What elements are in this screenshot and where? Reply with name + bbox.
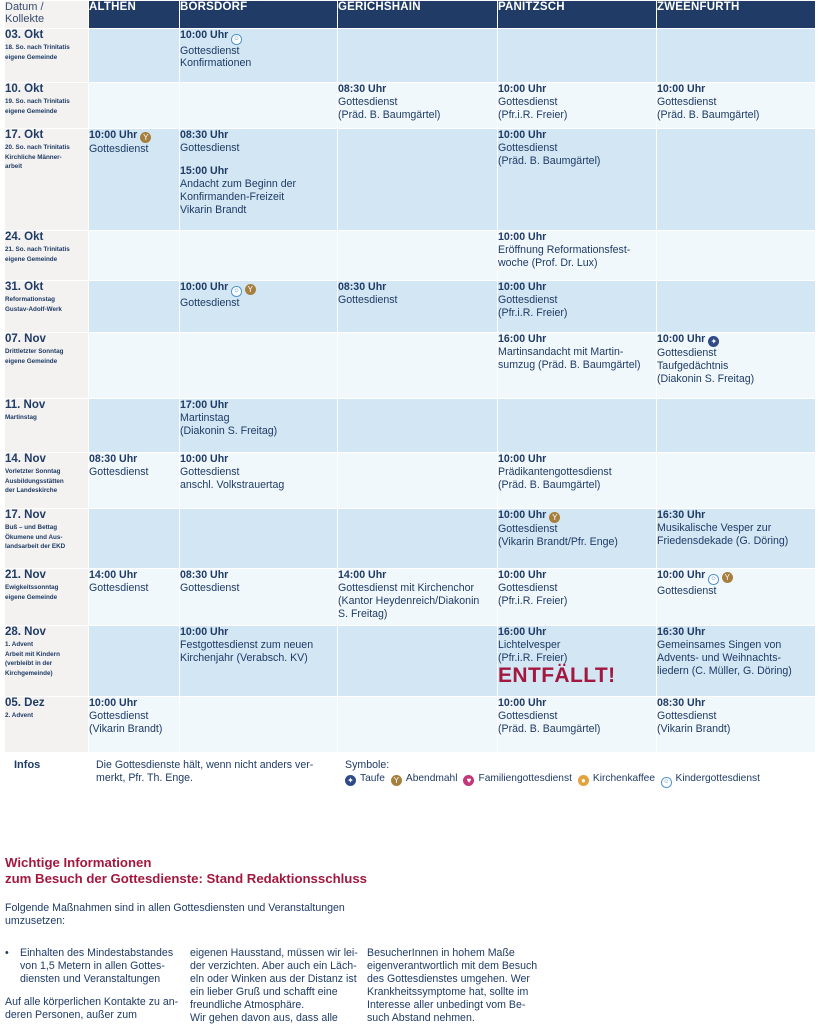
service-time: 17:00 Uhr	[180, 399, 229, 411]
service-time: 08:30 Uhr	[89, 453, 138, 465]
service-detail: Gottesdienst	[498, 581, 558, 594]
service-detail: (Präd. B. Baumgärtel)	[498, 722, 601, 735]
service-time-line	[89, 129, 179, 143]
communion-cup-icon: Y	[245, 284, 256, 295]
service-cell-panitzsch	[498, 626, 657, 697]
article-text-1: Auf alle körperlichen Kontakte zu an- deren Personen, außer zum	[5, 996, 179, 1021]
service-cell-borsdorf	[180, 29, 338, 83]
service-detail: (Vikarin Brandt/Pfr. Enge)	[498, 535, 618, 548]
service-cell-borsdorf	[180, 83, 338, 129]
service-detail: (Präd. B. Baumgärtel)	[657, 108, 760, 121]
service-cell-althen	[89, 231, 180, 281]
communion-cup-icon: Y	[549, 512, 560, 523]
symbols-label: Symbole:	[345, 759, 390, 771]
schedule-row	[5, 129, 816, 231]
service-detail: Konfirmanden-Freizeit	[180, 190, 285, 203]
service-time-line	[498, 83, 656, 96]
kollekte-line: eigene Gemeinde	[5, 107, 58, 115]
service-time-line	[657, 626, 815, 639]
service-date: 14. Nov	[5, 453, 46, 465]
date-cell	[5, 333, 89, 399]
bullet-dot: •	[5, 947, 9, 959]
bullet-text: Einhalten des Mindestabstandes von 1,5 Metern in allen Gottes- diensten und Veranstaltungen	[20, 947, 174, 985]
service-detail: Gottesdienst	[498, 709, 558, 722]
service-cell-panitzsch	[498, 29, 657, 83]
service-detail: Gottesdienst	[89, 143, 149, 155]
location-header-althen: ALTHEN	[89, 1, 180, 29]
service-time-line	[89, 697, 179, 710]
service-detail: Gottesdienst	[180, 581, 240, 594]
kollekte-line: Ewigkeitssonntag	[5, 584, 59, 591]
kollekte-line: Ausbildungsstätten	[5, 477, 64, 485]
date-column-header: Datum / Kollekte	[5, 1, 89, 29]
service-time: 10:00 Uhr	[498, 569, 547, 581]
service-detail: Gemeinsames Singen von	[657, 638, 782, 651]
service-time: 16:30 Uhr	[657, 626, 706, 638]
service-cell-zweenfurth	[657, 129, 816, 231]
service-detail: Gottesdienst	[180, 141, 240, 154]
service-time: 08:30 Uhr	[657, 697, 706, 709]
service-cell-althen	[89, 509, 180, 569]
service-detail: (Vikarin Brandt)	[89, 722, 163, 735]
service-time: 10:00 Uhr	[498, 83, 547, 95]
service-cell-gerichshain	[338, 281, 498, 333]
schedule-row	[5, 333, 816, 399]
service-date: 17. Nov	[5, 509, 46, 521]
service-date: 21. Nov	[5, 569, 46, 581]
schedule-row	[5, 83, 816, 129]
kollekte-line: Kirchliche Männer-	[5, 153, 62, 161]
service-cell-althen	[89, 129, 180, 231]
service-cell-zweenfurth	[657, 29, 816, 83]
service-detail: Eröffnung Reformationsfest-	[498, 243, 631, 256]
kollekte-line: Martinstag	[5, 414, 37, 421]
service-time-line	[657, 83, 815, 96]
kollekte-line: 2. Advent	[5, 712, 34, 719]
legend-label: Kindergottesdienst	[675, 773, 760, 784]
service-cell-panitzsch	[498, 509, 657, 569]
service-time-line	[180, 29, 337, 45]
service-cell-panitzsch	[498, 129, 657, 231]
service-time-line	[498, 509, 656, 523]
service-cell-zweenfurth	[657, 697, 816, 753]
service-detail: Gottesdienst	[657, 95, 717, 108]
kids-service-icon: ☺	[661, 777, 672, 788]
service-date: 17. Okt	[5, 129, 44, 141]
service-detail: Gottesdienst	[657, 347, 717, 359]
service-cell-gerichshain	[338, 399, 498, 453]
date-cell	[5, 453, 89, 509]
service-detail: Gottesdienst	[89, 465, 149, 478]
infos-note: Die Gottesdienste hält, wenn nicht anders ver- merkt, Pfr. Th. Enge.	[89, 753, 338, 817]
service-detail: Martinsandacht mit Martin-	[498, 345, 624, 358]
location-header-zweenfurth: ZWEENFURTH	[657, 1, 816, 29]
service-cell-zweenfurth	[657, 333, 816, 399]
service-time-line	[498, 281, 656, 294]
kollekte-line: der Landeskirche	[5, 487, 58, 494]
service-time-line	[180, 129, 337, 142]
kollekte-line: eigene Gemeinde	[5, 593, 58, 601]
legend-item	[391, 772, 458, 786]
service-time: 10:00 Uhr	[498, 129, 547, 141]
service-date: 10. Okt	[5, 83, 44, 95]
service-cell-borsdorf	[180, 569, 338, 626]
service-time: 16:00 Uhr	[498, 333, 547, 345]
communion-cup-icon: Y	[722, 572, 733, 583]
kollekte-line: Reformationstag	[5, 296, 56, 303]
schedule-row	[5, 453, 816, 509]
service-cell-gerichshain	[338, 83, 498, 129]
service-detail: anschl. Volkstrauertag	[180, 478, 285, 491]
kollekte-line: eigene Gemeinde	[5, 357, 58, 365]
date-cell	[5, 399, 89, 453]
article-text-2: eigenen Hausstand, müssen wir lei- der verzichten. Aber auch ein Läch- eln oder Winken aus der Distanz ist ein lieber Gruß und schafft eine freundliche Atmosphäre. Wir gehen davon aus, dass alle	[190, 947, 358, 1024]
date-cell	[5, 626, 89, 697]
schedule-row	[5, 509, 816, 569]
service-time: 08:30 Uhr	[180, 129, 229, 141]
service-detail: sumzug (Präd. B. Baumgärtel)	[498, 358, 641, 371]
kollekte-line: 20. So. nach Trinitatis	[5, 144, 70, 151]
service-detail: Gottesdienst	[338, 293, 398, 306]
service-cell-borsdorf	[180, 697, 338, 753]
service-cell-zweenfurth	[657, 626, 816, 697]
service-detail: Taufgedächtnis	[657, 359, 729, 372]
symbols-legend	[338, 753, 816, 817]
service-cell-panitzsch	[498, 399, 657, 453]
infos-row	[5, 753, 816, 817]
service-time-line	[657, 333, 815, 347]
legend-item	[661, 772, 760, 788]
article-column-2	[190, 947, 365, 1033]
service-time-line	[89, 453, 179, 466]
service-cell-gerichshain	[338, 509, 498, 569]
service-schedule-table	[4, 0, 816, 817]
kollekte-line: arbeit	[5, 163, 23, 170]
kollekte-line: Buß – und Bettag	[5, 524, 58, 531]
service-cell-panitzsch	[498, 333, 657, 399]
service-cell-panitzsch	[498, 281, 657, 333]
service-cell-zweenfurth	[657, 281, 816, 333]
service-time-line	[180, 626, 337, 639]
service-detail: (Präd. B. Baumgärtel)	[498, 154, 601, 167]
service-date: 07. Nov	[5, 333, 46, 345]
service-detail: Prädikantengottesdienst	[498, 465, 612, 478]
service-time-line	[498, 626, 656, 639]
service-detail: Gottesdienst	[338, 95, 398, 108]
service-cell-borsdorf	[180, 333, 338, 399]
service-cell-panitzsch	[498, 697, 657, 753]
kids-service-icon: ☺	[231, 286, 242, 297]
service-date: 24. Okt	[5, 231, 44, 243]
service-time: 16:00 Uhr	[498, 626, 547, 638]
service-detail: Andacht zum Beginn der	[180, 177, 297, 190]
service-detail: Musikalische Vesper zur	[657, 521, 772, 534]
service-date: 11. Nov	[5, 399, 46, 411]
service-cell-zweenfurth	[657, 83, 816, 129]
location-header-borsdorf: BORSDORF	[180, 1, 338, 29]
service-cell-althen	[89, 83, 180, 129]
service-cell-gerichshain	[338, 626, 498, 697]
date-cell	[5, 129, 89, 231]
service-time-line	[498, 453, 656, 466]
service-cell-panitzsch	[498, 83, 657, 129]
service-detail: Lichtelvesper	[498, 638, 561, 651]
service-cell-gerichshain	[338, 333, 498, 399]
kollekte-line: 1. Advent	[5, 641, 34, 648]
service-cell-althen	[89, 626, 180, 697]
service-detail: Gottesdienst mit Kirchenchor	[338, 581, 475, 594]
legend-label: Taufe	[360, 773, 385, 784]
location-header-panitzsch: PANITZSCH	[498, 1, 657, 29]
service-detail: Gottesdienst	[657, 709, 717, 722]
service-detail: woche (Prof. Dr. Lux)	[498, 256, 598, 269]
service-detail: (Pfr.i.R. Freier)	[498, 306, 568, 319]
service-detail: Gottesdienst	[498, 293, 558, 306]
kollekte-line: Drittletzter Sonntag	[5, 348, 64, 355]
service-cell-gerichshain	[338, 453, 498, 509]
service-time-line	[657, 509, 815, 522]
kollekte-line: Arbeit mit Kindern	[5, 650, 60, 658]
schedule-row	[5, 29, 816, 83]
kollekte-line: Vorletzter Sonntag	[5, 468, 61, 475]
service-detail: Gottesdienst	[180, 44, 240, 57]
service-time: 10:00 Uhr	[180, 453, 229, 465]
service-detail: Konfirmationen	[180, 57, 252, 70]
infos-label: Infos	[5, 753, 89, 817]
service-cell-althen	[89, 697, 180, 753]
service-time: 08:30 Uhr	[338, 83, 387, 95]
service-cell-althen	[89, 281, 180, 333]
service-cell-panitzsch	[498, 453, 657, 509]
cancelled-notice: ENTFÄLLT!	[498, 663, 616, 687]
service-cell-borsdorf	[180, 129, 338, 231]
service-detail: Gottesdienst	[657, 584, 717, 597]
service-cell-borsdorf	[180, 453, 338, 509]
kollekte-line: (verbleibt in der	[5, 660, 53, 667]
service-cell-zweenfurth	[657, 231, 816, 281]
service-time: 10:00 Uhr	[657, 83, 706, 95]
communion-cup-icon: Y	[391, 775, 402, 786]
service-time-line	[338, 281, 497, 294]
legend-label: Kirchenkaffee	[592, 773, 656, 784]
service-cell-panitzsch	[498, 569, 657, 626]
service-time-line	[180, 453, 337, 466]
date-cell	[5, 231, 89, 281]
service-cell-althen	[89, 29, 180, 83]
kollekte-line: Gustav-Adolf-Werk	[5, 305, 62, 313]
location-header-gerichshain: GERICHSHAIN	[338, 1, 498, 29]
legend-label: Abendmahl	[405, 773, 458, 784]
service-detail: Advents- und Weihnachts-	[657, 651, 782, 664]
date-cell	[5, 569, 89, 626]
service-time-line	[338, 569, 497, 582]
service-cell-gerichshain	[338, 697, 498, 753]
service-time-line	[498, 569, 656, 582]
service-time: 10:00 Uhr	[89, 129, 138, 141]
service-detail: (Diakonin S. Freitag)	[657, 372, 755, 385]
service-detail: S. Freitag)	[338, 607, 388, 620]
service-cell-borsdorf	[180, 231, 338, 281]
service-time: 10:00 Uhr	[498, 281, 547, 293]
info-article	[5, 855, 815, 1024]
service-time-line	[338, 83, 497, 96]
baptism-icon: ✦	[708, 336, 719, 347]
service-detail: Friedensdekade (G. Döring)	[657, 534, 789, 547]
service-detail: Martinstag	[180, 411, 230, 424]
service-time: 14:00 Uhr	[338, 569, 387, 581]
kollekte-line: landsarbeit der EKD	[5, 543, 66, 550]
service-detail: Kirchenjahr (Verabsch. KV)	[180, 651, 308, 664]
service-detail: Gottesdienst	[498, 523, 558, 535]
service-time: 10:00 Uhr	[498, 697, 547, 709]
date-cell	[5, 281, 89, 333]
kollekte-line: 18. So. nach Trinitatis	[5, 44, 70, 51]
schedule-row	[5, 399, 816, 453]
spacer	[180, 155, 337, 165]
legend-item	[345, 772, 385, 786]
service-cell-gerichshain	[338, 129, 498, 231]
service-time: 14:00 Uhr	[89, 569, 138, 581]
article-intro: Folgende Maßnahmen sind in allen Gottesdiensten und Veranstaltungen umzusetzen:	[5, 902, 345, 927]
service-detail: Gottesdienst	[498, 95, 558, 108]
service-time-line	[89, 569, 179, 582]
service-detail: (Pfr.i.R. Freier)	[498, 108, 568, 121]
service-detail: Gottesdienst	[180, 296, 240, 309]
article-text-3: BesucherInnen in hohem Maße eigenverantwortlich mit dem Besuch des Gottesdienstes umgehen. Wer Krankheitssymptome hat, sollte im Interesse aller unbedingt vom Be- such Abstand nehmen.	[367, 947, 538, 1024]
kollekte-line: Kirchgemeinde)	[5, 669, 53, 677]
service-detail: (Diakonin S. Freitag)	[180, 424, 278, 437]
article-column-1	[5, 947, 183, 1030]
date-cell	[5, 509, 89, 569]
schedule-row	[5, 626, 816, 697]
service-cell-althen	[89, 333, 180, 399]
service-cell-borsdorf	[180, 281, 338, 333]
service-time: 10:00 Uhr	[498, 231, 547, 243]
service-time: 10:00 Uhr	[89, 697, 138, 709]
service-detail: Gottesdienst	[89, 709, 149, 722]
service-time-line	[498, 333, 656, 346]
service-time: 10:00 Uhr	[498, 509, 547, 521]
service-date: 28. Nov	[5, 626, 46, 638]
service-cell-althen	[89, 399, 180, 453]
legend-item	[463, 772, 571, 786]
service-time-line	[180, 281, 337, 297]
article-column-3	[367, 947, 545, 1033]
service-time: 10:00 Uhr	[180, 626, 229, 638]
service-time: 08:30 Uhr	[180, 569, 229, 581]
service-cell-borsdorf	[180, 626, 338, 697]
service-cell-zweenfurth	[657, 509, 816, 569]
service-date: 31. Okt	[5, 281, 44, 293]
schedule-row	[5, 281, 816, 333]
service-detail: Festgottesdienst zum neuen	[180, 638, 314, 651]
service-time: 10:00 Uhr	[180, 281, 229, 293]
kids-service-icon: ☺	[231, 34, 242, 45]
service-detail: Gottesdienst	[498, 141, 558, 154]
service-time: 10:00 Uhr	[657, 333, 706, 345]
service-date: 05. Dez	[5, 697, 45, 709]
kollekte-line: eigene Gemeinde	[5, 255, 58, 263]
schedule-row	[5, 569, 816, 626]
service-cell-panitzsch	[498, 231, 657, 281]
legend-label: Familiengottesdienst	[478, 773, 572, 784]
service-detail: (Präd. B. Baumgärtel)	[338, 108, 441, 121]
service-time-line	[498, 231, 656, 244]
service-cell-gerichshain	[338, 569, 498, 626]
article-title: Wichtige Informationen zum Besuch der Gottesdienste: Stand Redaktionsschluss	[5, 855, 368, 886]
baptism-icon: ✦	[345, 775, 356, 786]
service-detail: (Präd. B. Baumgärtel)	[498, 478, 601, 491]
service-detail: Vikarin Brandt	[180, 203, 247, 216]
kollekte-line: Ökumene und Aus-	[5, 533, 63, 541]
church-coffee-icon: ●	[578, 775, 589, 786]
communion-cup-icon: Y	[140, 132, 151, 143]
service-cell-gerichshain	[338, 29, 498, 83]
symbols-list	[345, 772, 811, 788]
kids-service-icon: ☺	[708, 574, 719, 585]
service-detail: Gottesdienst	[180, 465, 240, 478]
service-time: 15:00 Uhr	[180, 164, 229, 177]
service-time: 10:00 Uhr	[498, 453, 547, 465]
service-date: 03. Okt	[5, 29, 44, 41]
service-detail: liedern (C. Müller, G. Döring)	[657, 664, 792, 677]
service-detail: (Vikarin Brandt)	[657, 722, 731, 735]
bullet-item	[5, 947, 183, 986]
service-time-line	[657, 697, 815, 710]
schedule-row	[5, 697, 816, 753]
schedule-row	[5, 231, 816, 281]
service-time: 16:30 Uhr	[657, 509, 706, 521]
legend-item	[578, 772, 655, 786]
service-cell-althen	[89, 569, 180, 626]
date-cell	[5, 29, 89, 83]
service-cell-althen	[89, 453, 180, 509]
service-detail: (Kantor Heydenreich/Diakonin	[338, 594, 480, 607]
kollekte-line: 19. So. nach Trinitatis	[5, 98, 70, 105]
service-cell-zweenfurth	[657, 569, 816, 626]
service-cell-borsdorf	[180, 399, 338, 453]
service-cell-gerichshain	[338, 231, 498, 281]
family-service-icon: ♥	[463, 775, 474, 786]
service-time: 10:00 Uhr	[657, 569, 706, 581]
service-detail: Gottesdienst	[89, 581, 149, 594]
service-cell-borsdorf	[180, 509, 338, 569]
service-time: 08:30 Uhr	[338, 281, 387, 293]
kollekte-line: eigene Gemeinde	[5, 53, 58, 61]
service-time-line	[498, 697, 656, 710]
service-detail: (Pfr.i.R. Freier)	[498, 651, 568, 664]
service-detail: (Pfr.i.R. Freier)	[498, 594, 568, 607]
service-time-line	[657, 569, 815, 585]
service-cell-zweenfurth	[657, 453, 816, 509]
service-time-line	[498, 129, 656, 142]
service-time: 10:00 Uhr	[180, 29, 229, 41]
service-time-line	[180, 569, 337, 582]
kollekte-line: 21. So. nach Trinitatis	[5, 246, 70, 253]
service-cell-zweenfurth	[657, 399, 816, 453]
date-cell	[5, 697, 89, 753]
date-cell	[5, 83, 89, 129]
service-time-line	[180, 399, 337, 412]
